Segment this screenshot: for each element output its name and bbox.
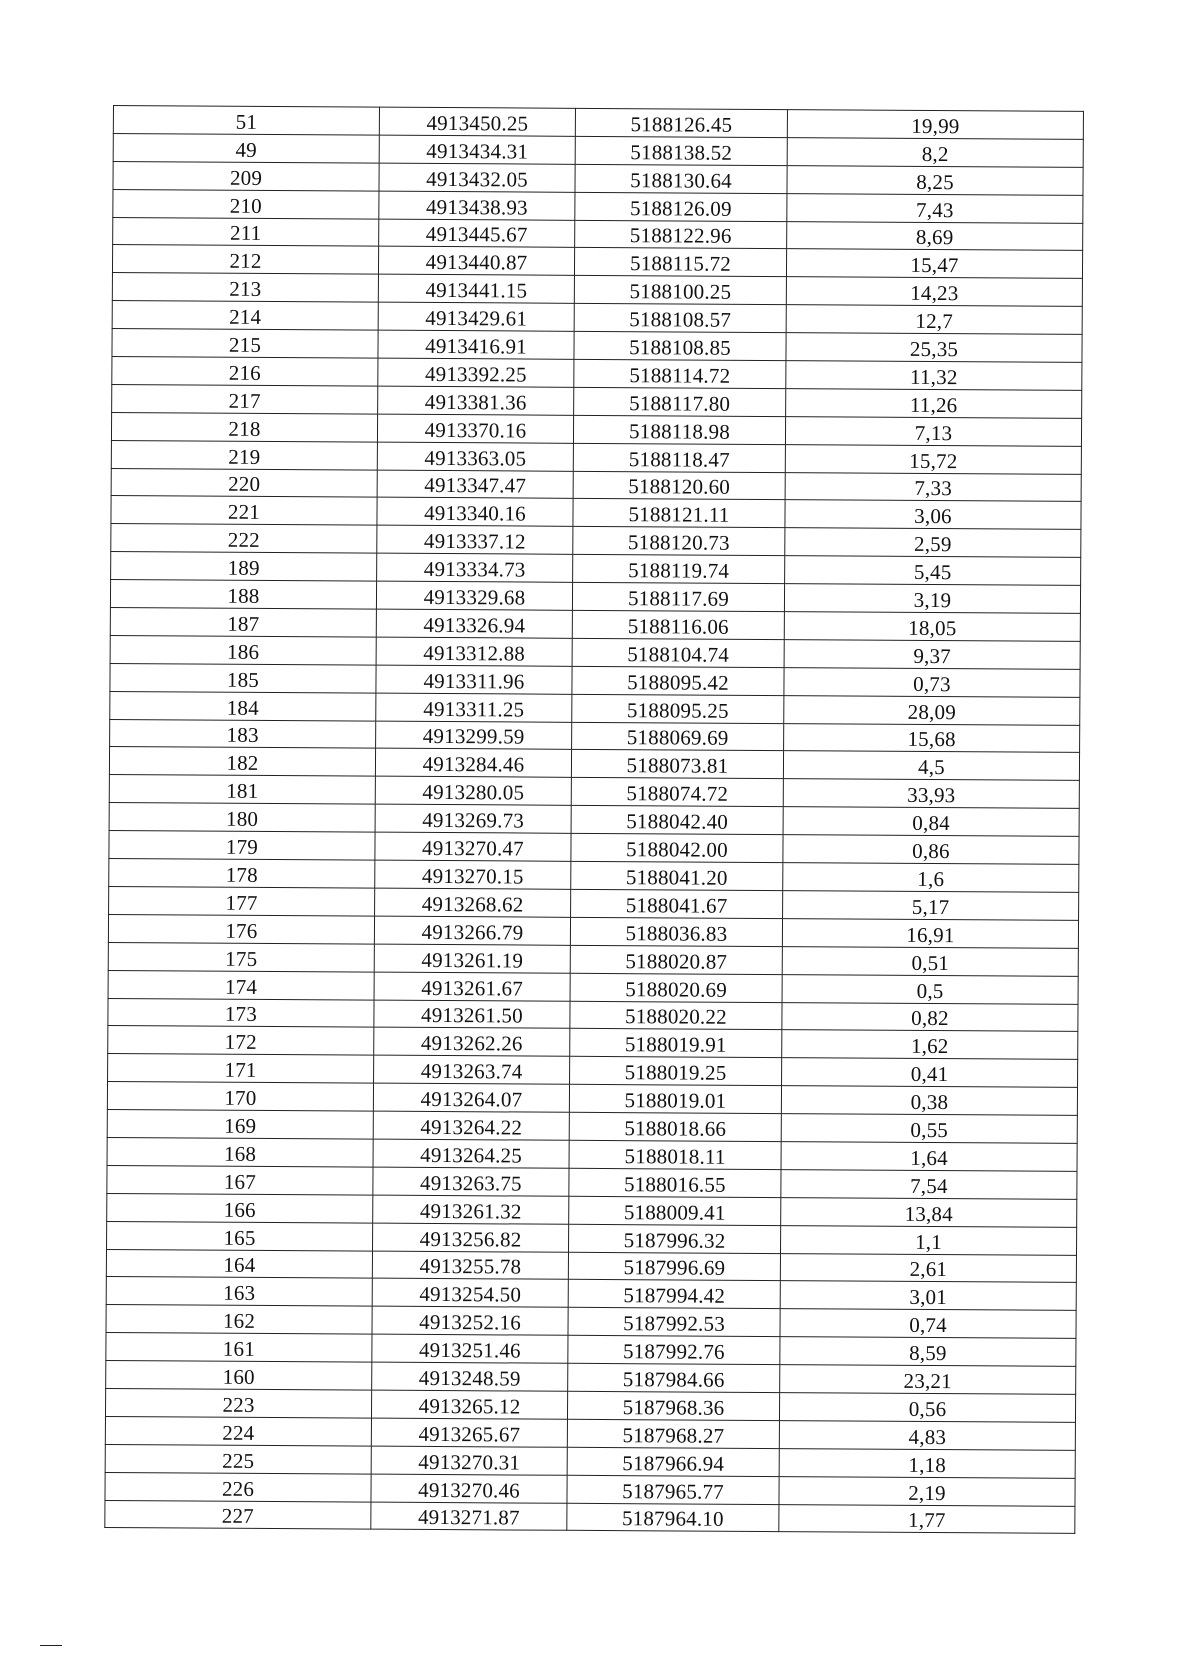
- distance-cell: 2,61: [780, 1253, 1076, 1283]
- distance-cell: 11,32: [786, 361, 1082, 391]
- distance-cell: 3,19: [784, 584, 1080, 614]
- x-coordinate-cell: 4913434.31: [379, 135, 575, 164]
- point-number-cell: 177: [109, 886, 375, 916]
- x-coordinate-cell: 4913248.59: [372, 1362, 568, 1391]
- distance-cell: 8,69: [787, 221, 1083, 251]
- point-number-cell: 226: [105, 1472, 371, 1502]
- x-coordinate-cell: 4913334.73: [377, 553, 573, 582]
- distance-cell: 1,64: [781, 1142, 1077, 1172]
- y-coordinate-cell: 5188118.47: [573, 443, 785, 472]
- point-number-cell: 184: [110, 691, 376, 721]
- distance-cell: 5,17: [783, 891, 1079, 921]
- distance-cell: 11,26: [786, 389, 1082, 419]
- distance-cell: 7,43: [787, 193, 1083, 223]
- x-coordinate-cell: 4913450.25: [379, 107, 575, 136]
- point-number-cell: 210: [113, 189, 379, 219]
- distance-cell: 0,56: [779, 1393, 1075, 1423]
- x-coordinate-cell: 4913271.87: [371, 1502, 567, 1531]
- distance-cell: 2,59: [785, 528, 1081, 558]
- y-coordinate-cell: 5188036.83: [570, 917, 782, 946]
- x-coordinate-cell: 4913256.82: [373, 1223, 569, 1252]
- point-number-cell: 224: [105, 1416, 371, 1446]
- point-number-cell: 216: [112, 357, 378, 387]
- x-coordinate-cell: 4913381.36: [378, 386, 574, 415]
- distance-cell: 13,84: [781, 1197, 1077, 1227]
- distance-cell: 15,72: [785, 444, 1081, 474]
- y-coordinate-cell: 5188108.57: [574, 304, 786, 333]
- x-coordinate-cell: 4913392.25: [378, 358, 574, 387]
- point-number-cell: 181: [109, 775, 375, 805]
- x-coordinate-cell: 4913254.50: [372, 1279, 568, 1308]
- x-coordinate-cell: 4913432.05: [379, 163, 575, 192]
- x-coordinate-cell: 4913312.88: [376, 637, 572, 666]
- y-coordinate-cell: 5188120.60: [573, 471, 785, 500]
- distance-cell: 15,47: [786, 249, 1082, 279]
- x-coordinate-cell: 4913261.50: [374, 1000, 570, 1029]
- point-number-cell: 170: [107, 1082, 373, 1112]
- x-coordinate-cell: 4913311.25: [376, 693, 572, 722]
- distance-cell: 8,25: [787, 165, 1083, 195]
- x-coordinate-cell: 4913264.25: [373, 1139, 569, 1168]
- x-coordinate-cell: 4913438.93: [379, 191, 575, 220]
- x-coordinate-cell: 4913269.73: [375, 804, 571, 833]
- y-coordinate-cell: 5188117.69: [572, 582, 784, 611]
- point-number-cell: 171: [108, 1054, 374, 1084]
- y-coordinate-cell: 5188095.25: [572, 694, 784, 723]
- y-coordinate-cell: 5188018.66: [569, 1112, 781, 1141]
- point-number-cell: 179: [109, 831, 375, 861]
- x-coordinate-cell: 4913440.87: [378, 247, 574, 276]
- point-number-cell: 219: [111, 440, 377, 470]
- x-coordinate-cell: 4913370.16: [377, 414, 573, 443]
- point-number-cell: 49: [113, 133, 379, 163]
- x-coordinate-cell: 4913266.79: [374, 916, 570, 945]
- y-coordinate-cell: 5188122.96: [575, 220, 787, 249]
- point-number-cell: 187: [110, 608, 376, 638]
- y-coordinate-cell: 5188116.06: [572, 610, 784, 639]
- x-coordinate-cell: 4913265.67: [371, 1418, 567, 1447]
- y-coordinate-cell: 5188108.85: [574, 331, 786, 360]
- x-coordinate-cell: 4913340.16: [377, 498, 573, 527]
- point-number-cell: 218: [111, 412, 377, 442]
- point-number-cell: 162: [106, 1305, 372, 1335]
- distance-cell: 7,13: [785, 416, 1081, 446]
- point-number-cell: 166: [107, 1193, 373, 1223]
- x-coordinate-cell: 4913326.94: [376, 609, 572, 638]
- x-coordinate-cell: 4913262.26: [374, 1028, 570, 1057]
- x-coordinate-cell: 4913441.15: [378, 274, 574, 303]
- x-coordinate-cell: 4913299.59: [376, 721, 572, 750]
- x-coordinate-cell: 4913270.46: [371, 1474, 567, 1503]
- y-coordinate-cell: 5188115.72: [574, 248, 786, 277]
- point-number-cell: 217: [112, 384, 378, 414]
- distance-cell: 33,93: [783, 779, 1079, 809]
- y-coordinate-cell: 5188019.01: [569, 1084, 781, 1113]
- x-coordinate-cell: 4913261.67: [374, 972, 570, 1001]
- point-number-cell: 212: [112, 245, 378, 275]
- point-number-cell: 165: [107, 1221, 373, 1251]
- distance-cell: 18,05: [784, 612, 1080, 642]
- x-coordinate-cell: 4913363.05: [377, 442, 573, 471]
- distance-cell: 1,18: [779, 1448, 1075, 1478]
- y-coordinate-cell: 5188042.00: [571, 833, 783, 862]
- y-coordinate-cell: 5187994.42: [568, 1280, 780, 1309]
- y-coordinate-cell: 5188126.09: [575, 192, 787, 221]
- distance-cell: 0,86: [783, 835, 1079, 865]
- x-coordinate-cell: 4913261.32: [373, 1195, 569, 1224]
- point-number-cell: 209: [113, 161, 379, 191]
- point-number-cell: 176: [108, 914, 374, 944]
- y-coordinate-cell: 5188095.42: [572, 666, 784, 695]
- point-number-cell: 188: [110, 580, 376, 610]
- distance-cell: 0,84: [783, 807, 1079, 837]
- distance-cell: 19,99: [787, 110, 1083, 140]
- y-coordinate-cell: 5188118.98: [573, 415, 785, 444]
- distance-cell: 1,6: [783, 863, 1079, 893]
- distance-cell: 8,59: [780, 1337, 1076, 1367]
- distance-cell: 4,5: [783, 751, 1079, 781]
- x-coordinate-cell: 4913270.47: [375, 832, 571, 861]
- y-coordinate-cell: 5188020.22: [570, 1001, 782, 1030]
- point-number-cell: 223: [105, 1388, 371, 1418]
- point-number-cell: 221: [111, 496, 377, 526]
- y-coordinate-cell: 5188016.55: [569, 1168, 781, 1197]
- y-coordinate-cell: 5188130.64: [575, 164, 787, 193]
- x-coordinate-cell: 4913416.91: [378, 330, 574, 359]
- distance-cell: 7,33: [785, 472, 1081, 502]
- x-coordinate-cell: 4913261.19: [374, 944, 570, 973]
- x-coordinate-cell: 4913429.61: [378, 302, 574, 331]
- distance-cell: 0,51: [782, 946, 1078, 976]
- y-coordinate-cell: 5188121.11: [573, 499, 785, 528]
- x-coordinate-cell: 4913263.75: [373, 1167, 569, 1196]
- point-number-cell: 174: [108, 970, 374, 1000]
- distance-cell: 14,23: [786, 277, 1082, 307]
- table-row: [105, 1500, 1075, 1534]
- x-coordinate-cell: 4913268.62: [375, 888, 571, 917]
- x-coordinate-cell: 4913251.46: [372, 1334, 568, 1363]
- x-coordinate-cell: 4913280.05: [375, 776, 571, 805]
- y-coordinate-cell: 5187996.69: [568, 1252, 780, 1281]
- point-number-cell: 169: [107, 1110, 373, 1140]
- x-coordinate-cell: 4913264.22: [373, 1111, 569, 1140]
- x-coordinate-cell: 4913311.96: [376, 665, 572, 694]
- y-coordinate-cell: 5188104.74: [572, 638, 784, 667]
- point-number-cell: 213: [112, 273, 378, 303]
- distance-cell: 1,1: [780, 1225, 1076, 1255]
- distance-cell: 9,37: [784, 640, 1080, 670]
- x-coordinate-cell: 4913270.31: [371, 1446, 567, 1475]
- distance-cell: 12,7: [786, 305, 1082, 335]
- distance-cell: 2,19: [779, 1476, 1075, 1506]
- x-coordinate-cell: 4913284.46: [375, 749, 571, 778]
- y-coordinate-cell: 5188138.52: [575, 136, 787, 165]
- distance-cell: 16,91: [782, 918, 1078, 948]
- x-coordinate-cell: 4913263.74: [374, 1055, 570, 1084]
- y-coordinate-cell: 5188009.41: [569, 1196, 781, 1225]
- point-number-cell: 164: [106, 1249, 372, 1279]
- point-number-cell: 180: [109, 803, 375, 833]
- point-number-cell: 186: [110, 635, 376, 665]
- y-coordinate-cell: 5188119.74: [573, 555, 785, 584]
- distance-cell: 25,35: [786, 333, 1082, 363]
- y-coordinate-cell: 5188019.25: [570, 1057, 782, 1086]
- point-number-cell: 189: [111, 552, 377, 582]
- coordinates-table: [104, 105, 1084, 1534]
- distance-cell: 0,41: [782, 1058, 1078, 1088]
- y-coordinate-cell: 5187992.53: [568, 1308, 780, 1337]
- x-coordinate-cell: 4913445.67: [379, 219, 575, 248]
- point-number-cell: 168: [107, 1137, 373, 1167]
- y-coordinate-cell: 5188100.25: [574, 276, 786, 305]
- y-coordinate-cell: 5188074.72: [571, 778, 783, 807]
- x-coordinate-cell: 4913252.16: [372, 1306, 568, 1335]
- distance-cell: 0,74: [780, 1309, 1076, 1339]
- distance-cell: 1,62: [782, 1030, 1078, 1060]
- coordinates-table-body: [105, 106, 1084, 1534]
- point-number-cell: 220: [111, 468, 377, 498]
- y-coordinate-cell: 5188073.81: [571, 750, 783, 779]
- y-coordinate-cell: 5187984.66: [568, 1363, 780, 1392]
- distance-cell: 8,2: [787, 138, 1083, 168]
- y-coordinate-cell: 5188041.67: [571, 889, 783, 918]
- y-coordinate-cell: 5188020.87: [570, 945, 782, 974]
- distance-cell: 7,54: [781, 1169, 1077, 1199]
- y-coordinate-cell: 5188019.91: [570, 1029, 782, 1058]
- distance-cell: 0,73: [784, 667, 1080, 697]
- y-coordinate-cell: 5187968.36: [567, 1391, 779, 1420]
- point-number-cell: 163: [106, 1277, 372, 1307]
- distance-cell: 0,38: [781, 1086, 1077, 1116]
- y-coordinate-cell: 5188041.20: [571, 861, 783, 890]
- y-coordinate-cell: 5188042.40: [571, 806, 783, 835]
- x-coordinate-cell: 4913265.12: [371, 1390, 567, 1419]
- distance-cell: 15,68: [784, 723, 1080, 753]
- point-number-cell: 215: [112, 329, 378, 359]
- y-coordinate-cell: 5187964.10: [567, 1503, 779, 1532]
- y-coordinate-cell: 5188120.73: [573, 527, 785, 556]
- point-number-cell: 167: [107, 1165, 373, 1195]
- point-number-cell: 222: [111, 524, 377, 554]
- distance-cell: 23,21: [780, 1365, 1076, 1395]
- y-coordinate-cell: 5187968.27: [567, 1419, 779, 1448]
- point-number-cell: 161: [106, 1333, 372, 1363]
- x-coordinate-cell: 4913337.12: [377, 525, 573, 554]
- point-number-cell: 173: [108, 998, 374, 1028]
- distance-cell: 0,55: [781, 1114, 1077, 1144]
- distance-cell: 4,83: [779, 1420, 1075, 1450]
- y-coordinate-cell: 5188114.72: [574, 359, 786, 388]
- point-number-cell: 172: [108, 1026, 374, 1056]
- y-coordinate-cell: 5188018.11: [569, 1140, 781, 1169]
- point-number-cell: 175: [108, 942, 374, 972]
- point-number-cell: 185: [110, 663, 376, 693]
- distance-cell: 0,5: [782, 974, 1078, 1004]
- x-coordinate-cell: 4913347.47: [377, 470, 573, 499]
- y-coordinate-cell: 5188117.80: [574, 387, 786, 416]
- y-coordinate-cell: 5187965.77: [567, 1475, 779, 1504]
- y-coordinate-cell: 5187966.94: [567, 1447, 779, 1476]
- y-coordinate-cell: 5188020.69: [570, 973, 782, 1002]
- y-coordinate-cell: 5188069.69: [572, 722, 784, 751]
- point-number-cell: 160: [106, 1361, 372, 1391]
- point-number-cell: 211: [113, 217, 379, 247]
- point-number-cell: 178: [109, 859, 375, 889]
- point-number-cell: 225: [105, 1444, 371, 1474]
- point-number-cell: 227: [105, 1500, 371, 1530]
- x-coordinate-cell: 4913264.07: [373, 1083, 569, 1112]
- distance-cell: 3,06: [785, 500, 1081, 530]
- point-number-cell: 214: [112, 301, 378, 331]
- distance-cell: 5,45: [785, 556, 1081, 586]
- distance-cell: 0,82: [782, 1002, 1078, 1032]
- point-number-cell: 182: [109, 747, 375, 777]
- y-coordinate-cell: 5188126.45: [575, 108, 787, 137]
- y-coordinate-cell: 5187996.32: [569, 1224, 781, 1253]
- y-coordinate-cell: 5187992.76: [568, 1335, 780, 1364]
- distance-cell: 1,77: [779, 1504, 1075, 1534]
- footnote-dash: [40, 1645, 62, 1646]
- distance-cell: 28,09: [784, 695, 1080, 725]
- x-coordinate-cell: 4913270.15: [375, 860, 571, 889]
- distance-cell: 3,01: [780, 1281, 1076, 1311]
- point-number-cell: 183: [110, 719, 376, 749]
- x-coordinate-cell: 4913255.78: [372, 1251, 568, 1280]
- point-number-cell: 51: [113, 106, 379, 136]
- x-coordinate-cell: 4913329.68: [376, 581, 572, 610]
